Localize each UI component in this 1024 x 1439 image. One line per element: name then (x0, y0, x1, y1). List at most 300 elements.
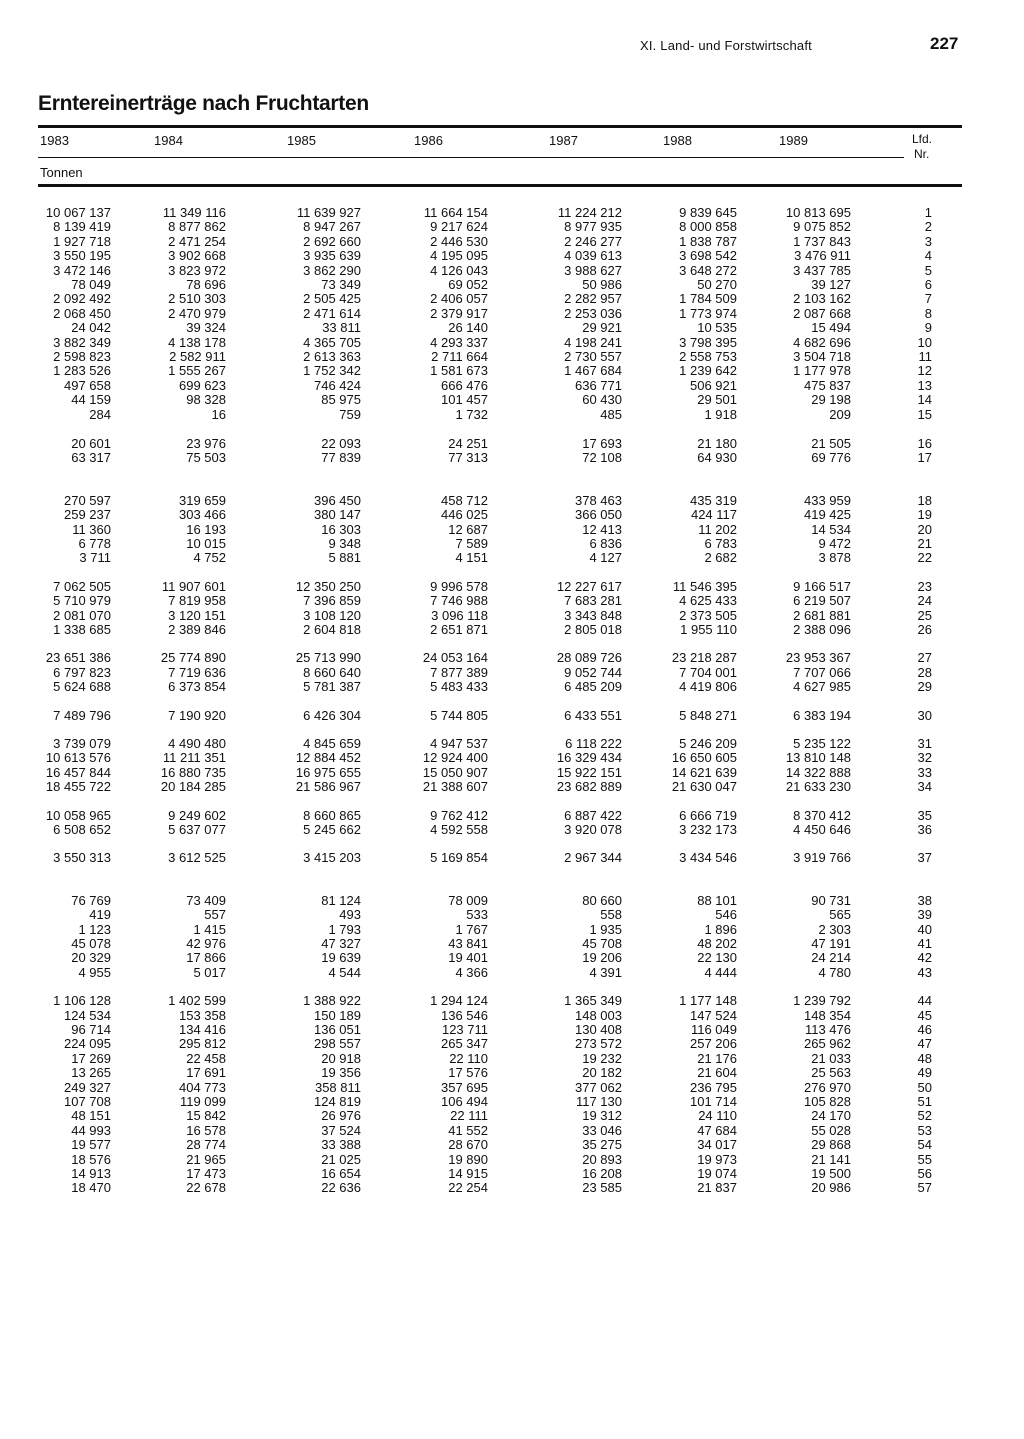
table-cell-1984-row-45: 153 358 (179, 1008, 226, 1023)
row-number: 32 (917, 750, 932, 765)
table-cell-1983-row-57: 18 470 (71, 1180, 111, 1195)
table-cell-1987-row-12: 1 467 684 (564, 363, 622, 378)
table-cell-1984-row-1: 11 349 116 (162, 205, 226, 220)
table-cell-1984-row-7: 2 510 303 (168, 291, 226, 306)
table-cell-1988-row-47: 257 206 (690, 1036, 737, 1051)
table-cell-1988-row-51: 101 714 (690, 1094, 737, 1109)
table-cell-1986-row-49: 17 576 (448, 1065, 488, 1080)
row-number: 46 (917, 1022, 932, 1037)
table-cell-1984-row-21: 10 015 (186, 536, 226, 551)
row-number: 47 (917, 1036, 932, 1051)
row-number: 39 (917, 907, 932, 922)
table-cell-1988-row-30: 5 848 271 (679, 708, 737, 723)
table-cell-1983-row-9: 24 042 (71, 320, 111, 335)
row-number: 17 (917, 450, 932, 465)
table-cell-1989-row-52: 24 170 (811, 1108, 851, 1123)
table-cell-1987-row-10: 4 198 241 (564, 335, 622, 350)
table-cell-1983-row-30: 7 489 796 (53, 708, 111, 723)
table-cell-1983-row-2: 8 139 419 (53, 219, 111, 234)
table-cell-1987-row-23: 12 227 617 (556, 579, 622, 594)
table-cell-1984-row-4: 3 902 668 (168, 248, 226, 263)
table-cell-1983-row-10: 3 882 349 (53, 335, 111, 350)
table-cell-1985-row-21: 9 348 (328, 536, 361, 551)
table-cell-1983-row-56: 14 913 (71, 1166, 111, 1181)
table-cell-1987-row-32: 16 329 434 (556, 750, 622, 765)
table-cell-1983-row-34: 18 455 722 (45, 779, 111, 794)
table-cell-1983-row-8: 2 068 450 (53, 306, 111, 321)
table-body-rule (38, 184, 962, 187)
table-cell-1983-row-11: 2 598 823 (53, 349, 111, 364)
table-cell-1985-row-29: 5 781 387 (303, 679, 361, 694)
table-cell-1984-row-53: 16 578 (186, 1123, 226, 1138)
table-cell-1985-row-46: 136 051 (314, 1022, 361, 1037)
table-cell-1987-row-7: 2 282 957 (564, 291, 622, 306)
table-cell-1986-row-56: 14 915 (448, 1166, 488, 1181)
table-cell-1987-row-56: 16 208 (582, 1166, 622, 1181)
table-cell-1983-row-20: 11 360 (72, 522, 111, 537)
table-cell-1988-row-1: 9 839 645 (679, 205, 737, 220)
row-number: 44 (917, 993, 932, 1008)
table-cell-1984-row-19: 303 466 (179, 507, 226, 522)
table-cell-1984-row-44: 1 402 599 (168, 993, 226, 1008)
table-cell-1989-row-30: 6 383 194 (793, 708, 851, 723)
table-cell-1985-row-31: 4 845 659 (303, 736, 361, 751)
table-cell-1984-row-28: 7 719 636 (168, 665, 226, 680)
table-cell-1986-row-11: 2 711 664 (431, 349, 488, 364)
table-cell-1983-row-28: 6 797 823 (53, 665, 111, 680)
row-number: 9 (924, 320, 932, 335)
table-cell-1986-row-26: 2 651 871 (430, 622, 488, 637)
row-number: 55 (917, 1152, 932, 1167)
year-header-1986: 1986 (414, 133, 443, 148)
table-cell-1983-row-35: 10 058 965 (45, 808, 111, 823)
table-cell-1984-row-16: 23 976 (186, 436, 226, 451)
table-cell-1989-row-51: 105 828 (804, 1094, 851, 1109)
year-header-1985: 1985 (287, 133, 316, 148)
table-cell-1986-row-45: 136 546 (441, 1008, 488, 1023)
table-cell-1988-row-23: 11 546 395 (672, 579, 737, 594)
table-cell-1984-row-13: 699 623 (179, 378, 226, 393)
row-number: 31 (917, 736, 932, 751)
table-cell-1984-row-43: 5 017 (193, 965, 226, 980)
row-number: 43 (917, 965, 932, 980)
table-cell-1985-row-34: 21 586 967 (295, 779, 361, 794)
table-cell-1988-row-6: 50 270 (697, 277, 737, 292)
table-cell-1986-row-46: 123 711 (441, 1022, 488, 1037)
table-cell-1988-row-7: 1 784 509 (679, 291, 737, 306)
table-cell-1989-row-3: 1 737 843 (793, 234, 851, 249)
table-cell-1986-row-41: 43 841 (448, 936, 488, 951)
table-cell-1984-row-24: 7 819 958 (168, 593, 226, 608)
table-cell-1988-row-54: 34 017 (697, 1137, 737, 1152)
table-cell-1983-row-46: 96 714 (71, 1022, 111, 1037)
row-number: 48 (917, 1051, 932, 1066)
table-cell-1984-row-33: 16 880 735 (160, 765, 226, 780)
table-cell-1985-row-6: 73 349 (321, 277, 361, 292)
table-cell-1985-row-11: 2 613 363 (303, 349, 361, 364)
table-cell-1983-row-51: 107 708 (64, 1094, 111, 1109)
table-cell-1983-row-23: 7 062 505 (53, 579, 111, 594)
table-cell-1984-row-32: 11 211 351 (162, 750, 226, 765)
table-cell-1989-row-18: 433 959 (804, 493, 851, 508)
table-cell-1983-row-18: 270 597 (64, 493, 111, 508)
table-cell-1987-row-31: 6 118 222 (565, 736, 622, 751)
table-cell-1985-row-4: 3 935 639 (303, 248, 361, 263)
year-header-1987: 1987 (549, 133, 578, 148)
table-cell-1985-row-26: 2 604 818 (303, 622, 361, 637)
row-number: 2 (924, 219, 932, 234)
table-cell-1983-row-3: 1 927 718 (53, 234, 111, 249)
table-cell-1987-row-3: 2 246 277 (564, 234, 622, 249)
table-cell-1989-row-23: 9 166 517 (793, 579, 851, 594)
table-cell-1984-row-31: 4 490 480 (168, 736, 226, 751)
table-cell-1985-row-54: 33 388 (321, 1137, 361, 1152)
table-cell-1989-row-28: 7 707 066 (793, 665, 851, 680)
table-cell-1984-row-12: 1 555 267 (168, 363, 226, 378)
table-cell-1989-row-10: 4 682 696 (793, 335, 851, 350)
table-cell-1985-row-37: 3 415 203 (303, 850, 361, 865)
table-cell-1983-row-47: 224 095 (64, 1036, 111, 1051)
table-cell-1985-row-22: 5 881 (328, 550, 361, 565)
year-header-1983: 1983 (40, 133, 69, 148)
table-cell-1984-row-23: 11 907 601 (161, 579, 226, 594)
table-cell-1987-row-40: 1 935 (589, 922, 622, 937)
table-cell-1989-row-44: 1 239 792 (793, 993, 851, 1008)
table-cell-1983-row-1: 10 067 137 (45, 205, 111, 220)
table-cell-1988-row-34: 21 630 047 (671, 779, 737, 794)
table-cell-1989-row-9: 15 494 (811, 320, 851, 335)
table-cell-1983-row-4: 3 550 195 (53, 248, 111, 263)
row-number: 8 (924, 306, 932, 321)
table-cell-1989-row-41: 47 191 (811, 936, 851, 951)
table-cell-1988-row-40: 1 896 (704, 922, 737, 937)
table-cell-1988-row-36: 3 232 173 (679, 822, 737, 837)
table-cell-1989-row-46: 113 476 (804, 1022, 851, 1037)
table-cell-1986-row-7: 2 406 057 (430, 291, 488, 306)
table-cell-1983-row-5: 3 472 146 (53, 263, 111, 278)
table-cell-1983-row-19: 259 237 (64, 507, 111, 522)
table-cell-1988-row-38: 88 101 (697, 893, 737, 908)
table-cell-1986-row-38: 78 009 (448, 893, 488, 908)
table-cell-1986-row-40: 1 767 (455, 922, 488, 937)
table-cell-1987-row-17: 72 108 (582, 450, 622, 465)
table-cell-1986-row-16: 24 251 (448, 436, 488, 451)
table-cell-1987-row-41: 45 708 (582, 936, 622, 951)
table-cell-1987-row-25: 3 343 848 (564, 608, 622, 623)
table-cell-1984-row-10: 4 138 178 (168, 335, 226, 350)
table-cell-1988-row-15: 1 918 (704, 407, 737, 422)
table-cell-1988-row-26: 1 955 110 (680, 622, 737, 637)
table-cell-1986-row-19: 446 025 (441, 507, 488, 522)
table-cell-1984-row-9: 39 324 (186, 320, 226, 335)
lfd-nr-header (912, 132, 932, 162)
table-cell-1984-row-39: 557 (204, 907, 226, 922)
table-cell-1988-row-5: 3 648 272 (679, 263, 737, 278)
table-cell-1987-row-20: 12 413 (582, 522, 622, 537)
table-cell-1986-row-18: 458 712 (441, 493, 488, 508)
table-cell-1986-row-34: 21 388 607 (422, 779, 488, 794)
table-cell-1986-row-10: 4 293 337 (430, 335, 488, 350)
table-cell-1989-row-56: 19 500 (811, 1166, 851, 1181)
table-cell-1986-row-44: 1 294 124 (430, 993, 488, 1008)
table-cell-1984-row-14: 98 328 (186, 392, 226, 407)
table-cell-1987-row-22: 4 127 (589, 550, 622, 565)
row-number: 12 (917, 363, 932, 378)
table-cell-1983-row-43: 4 955 (78, 965, 111, 980)
table-cell-1985-row-14: 85 975 (321, 392, 361, 407)
table-cell-1989-row-21: 9 472 (818, 536, 851, 551)
table-cell-1989-row-49: 25 563 (811, 1065, 851, 1080)
row-number: 5 (924, 263, 932, 278)
table-cell-1986-row-51: 106 494 (441, 1094, 488, 1109)
row-number: 14 (917, 392, 932, 407)
table-cell-1986-row-36: 4 592 558 (430, 822, 488, 837)
table-cell-1984-row-57: 22 678 (186, 1180, 226, 1195)
table-cell-1989-row-26: 2 388 096 (793, 622, 851, 637)
table-cell-1986-row-9: 26 140 (448, 320, 488, 335)
table-cell-1984-row-56: 17 473 (186, 1166, 226, 1181)
table-cell-1989-row-15: 209 (829, 407, 851, 422)
table-cell-1984-row-22: 4 752 (193, 550, 226, 565)
row-number: 28 (917, 665, 932, 680)
row-number: 24 (917, 593, 932, 608)
row-number: 53 (917, 1123, 932, 1138)
table-cell-1983-row-36: 6 508 652 (53, 822, 111, 837)
table-cell-1988-row-24: 4 625 433 (679, 593, 737, 608)
table-cell-1983-row-45: 124 534 (64, 1008, 111, 1023)
table-cell-1987-row-29: 6 485 209 (564, 679, 622, 694)
table-cell-1988-row-49: 21 604 (697, 1065, 737, 1080)
table-cell-1986-row-42: 19 401 (448, 950, 488, 965)
table-cell-1985-row-18: 396 450 (314, 493, 361, 508)
table-cell-1985-row-39: 493 (339, 907, 361, 922)
table-cell-1985-row-41: 47 327 (321, 936, 361, 951)
table-cell-1987-row-1: 11 224 212 (557, 205, 622, 220)
table-cell-1986-row-52: 22 111 (450, 1108, 488, 1123)
table-cell-1988-row-39: 546 (715, 907, 737, 922)
table-cell-1987-row-47: 273 572 (575, 1036, 622, 1051)
table-cell-1983-row-33: 16 457 844 (45, 765, 111, 780)
table-cell-1987-row-16: 17 693 (582, 436, 622, 451)
running-head: XI. Land- und Forstwirtschaft (640, 38, 812, 53)
table-cell-1987-row-36: 3 920 078 (564, 822, 622, 837)
row-number: 21 (917, 536, 932, 551)
row-number: 11 (918, 349, 932, 364)
table-cell-1986-row-8: 2 379 917 (430, 306, 488, 321)
row-number: 25 (917, 608, 932, 623)
table-cell-1986-row-1: 11 664 154 (423, 205, 488, 220)
table-cell-1988-row-31: 5 246 209 (679, 736, 737, 751)
table-cell-1989-row-35: 8 370 412 (793, 808, 851, 823)
table-cell-1988-row-42: 22 130 (697, 950, 737, 965)
table-cell-1985-row-20: 16 303 (321, 522, 361, 537)
table-cell-1984-row-30: 7 190 920 (168, 708, 226, 723)
table-cell-1988-row-57: 21 837 (697, 1180, 737, 1195)
table-cell-1988-row-20: 11 202 (698, 522, 737, 537)
table-cell-1986-row-13: 666 476 (441, 378, 488, 393)
table-cell-1988-row-8: 1 773 974 (679, 306, 737, 321)
table-cell-1987-row-9: 29 921 (582, 320, 622, 335)
table-cell-1989-row-27: 23 953 367 (785, 650, 851, 665)
table-cell-1989-row-47: 265 962 (804, 1036, 851, 1051)
table-cell-1988-row-16: 21 180 (697, 436, 737, 451)
table-cell-1987-row-14: 60 430 (582, 392, 622, 407)
table-cell-1986-row-5: 4 126 043 (430, 263, 488, 278)
table-cell-1988-row-4: 3 698 542 (679, 248, 737, 263)
table-cell-1983-row-13: 497 658 (64, 378, 111, 393)
table-cell-1986-row-22: 4 151 (455, 550, 488, 565)
table-cell-1985-row-17: 77 839 (321, 450, 361, 465)
table-cell-1986-row-33: 15 050 907 (422, 765, 488, 780)
row-number: 27 (917, 650, 932, 665)
table-cell-1988-row-27: 23 218 287 (671, 650, 737, 665)
table-cell-1985-row-33: 16 975 655 (295, 765, 361, 780)
table-cell-1989-row-5: 3 437 785 (793, 263, 851, 278)
table-cell-1985-row-32: 12 884 452 (295, 750, 361, 765)
table-cell-1989-row-50: 276 970 (804, 1080, 851, 1095)
row-number: 15 (917, 407, 932, 422)
table-cell-1988-row-25: 2 373 505 (679, 608, 737, 623)
table-cell-1986-row-43: 4 366 (455, 965, 488, 980)
table-cell-1989-row-19: 419 425 (804, 507, 851, 522)
table-cell-1985-row-9: 33 811 (322, 320, 361, 335)
table-cell-1985-row-53: 37 524 (321, 1123, 361, 1138)
table-cell-1984-row-52: 15 842 (186, 1108, 226, 1123)
table-cell-1988-row-18: 435 319 (690, 493, 737, 508)
table-cell-1987-row-18: 378 463 (575, 493, 622, 508)
table-cell-1988-row-9: 10 535 (697, 320, 737, 335)
row-number: 7 (924, 291, 932, 306)
table-cell-1985-row-16: 22 093 (321, 436, 361, 451)
table-cell-1983-row-40: 1 123 (78, 922, 111, 937)
table-cell-1986-row-23: 9 996 578 (430, 579, 488, 594)
row-number: 4 (924, 248, 932, 263)
table-cell-1986-row-32: 12 924 400 (422, 750, 488, 765)
table-cell-1985-row-45: 150 189 (314, 1008, 361, 1023)
table-cell-1987-row-24: 7 683 281 (564, 593, 622, 608)
row-number: 16 (917, 436, 932, 451)
table-cell-1987-row-26: 2 805 018 (564, 622, 622, 637)
table-cell-1989-row-43: 4 780 (818, 965, 851, 980)
table-cell-1989-row-45: 148 354 (804, 1008, 851, 1023)
row-number: 20 (917, 522, 932, 537)
table-cell-1984-row-54: 28 774 (186, 1137, 226, 1152)
table-cell-1985-row-57: 22 636 (321, 1180, 361, 1195)
table-cell-1983-row-16: 20 601 (71, 436, 111, 451)
table-cell-1985-row-10: 4 365 705 (303, 335, 361, 350)
table-cell-1988-row-43: 4 444 (704, 965, 737, 980)
table-cell-1989-row-25: 2 681 881 (793, 608, 851, 623)
table-cell-1985-row-50: 358 811 (314, 1080, 361, 1095)
table-cell-1983-row-39: 419 (89, 907, 111, 922)
table-cell-1987-row-27: 28 089 726 (556, 650, 622, 665)
table-cell-1987-row-15: 485 (600, 407, 622, 422)
table-cell-1986-row-29: 5 483 433 (430, 679, 488, 694)
row-number: 33 (917, 765, 932, 780)
table-cell-1983-row-31: 3 739 079 (53, 736, 111, 751)
table-cell-1983-row-22: 3 711 (79, 550, 111, 565)
year-header-1988: 1988 (663, 133, 692, 148)
row-number: 6 (924, 277, 932, 292)
row-number: 30 (917, 708, 932, 723)
table-title: Erntereinerträge nach Fruchtarten (38, 92, 369, 115)
row-number: 18 (917, 493, 932, 508)
table-cell-1986-row-48: 22 110 (449, 1051, 488, 1066)
table-cell-1984-row-2: 8 877 862 (168, 219, 226, 234)
table-cell-1985-row-56: 16 654 (321, 1166, 361, 1181)
table-cell-1988-row-11: 2 558 753 (679, 349, 737, 364)
table-cell-1985-row-23: 12 350 250 (295, 579, 361, 594)
table-cell-1987-row-50: 377 062 (575, 1080, 622, 1095)
table-cell-1983-row-38: 76 769 (71, 893, 111, 908)
row-number: 52 (917, 1108, 932, 1123)
table-cell-1984-row-46: 134 416 (179, 1022, 226, 1037)
table-cell-1988-row-46: 116 049 (690, 1022, 737, 1037)
row-number: 13 (917, 378, 932, 393)
table-cell-1989-row-22: 3 878 (818, 550, 851, 565)
table-cell-1987-row-52: 19 312 (582, 1108, 622, 1123)
table-cell-1984-row-17: 75 503 (186, 450, 226, 465)
table-cell-1987-row-8: 2 253 036 (564, 306, 622, 321)
row-number: 36 (917, 822, 932, 837)
table-cell-1989-row-40: 2 303 (818, 922, 851, 937)
table-cell-1986-row-37: 5 169 854 (430, 850, 488, 865)
table-cell-1986-row-50: 357 695 (441, 1080, 488, 1095)
table-cell-1987-row-51: 117 130 (575, 1094, 622, 1109)
table-cell-1987-row-38: 80 660 (582, 893, 622, 908)
row-number: 23 (917, 579, 932, 594)
table-cell-1987-row-4: 4 039 613 (564, 248, 622, 263)
table-cell-1986-row-39: 533 (466, 907, 488, 922)
table-cell-1986-row-4: 4 195 095 (430, 248, 488, 263)
table-cell-1983-row-50: 249 327 (64, 1080, 111, 1095)
year-header-1984: 1984 (154, 133, 183, 148)
table-cell-1988-row-2: 8 000 858 (679, 219, 737, 234)
lfd-label: Lfd. (912, 132, 933, 146)
table-cell-1988-row-44: 1 177 148 (679, 993, 737, 1008)
row-number: 56 (917, 1166, 932, 1181)
table-cell-1984-row-27: 25 774 890 (160, 650, 226, 665)
table-cell-1985-row-2: 8 947 267 (303, 219, 361, 234)
table-cell-1984-row-5: 3 823 972 (168, 263, 226, 278)
row-number: 34 (917, 779, 932, 794)
table-cell-1983-row-17: 63 317 (71, 450, 111, 465)
table-cell-1984-row-8: 2 470 979 (168, 306, 226, 321)
table-cell-1989-row-17: 69 776 (811, 450, 851, 465)
table-cell-1987-row-49: 20 182 (582, 1065, 622, 1080)
table-cell-1989-row-29: 4 627 985 (793, 679, 851, 694)
table-cell-1983-row-6: 78 049 (71, 277, 111, 292)
table-cell-1987-row-45: 148 003 (575, 1008, 622, 1023)
table-cell-1987-row-5: 3 988 627 (564, 263, 622, 278)
table-cell-1988-row-13: 506 921 (690, 378, 737, 393)
table-cell-1987-row-34: 23 682 889 (556, 779, 622, 794)
table-top-rule (38, 125, 962, 128)
table-cell-1986-row-6: 69 052 (448, 277, 488, 292)
table-cell-1983-row-29: 5 624 688 (53, 679, 111, 694)
table-cell-1983-row-49: 13 265 (71, 1065, 111, 1080)
table-cell-1984-row-40: 1 415 (193, 922, 226, 937)
table-cell-1985-row-7: 2 505 425 (303, 291, 361, 306)
table-cell-1985-row-28: 8 660 640 (303, 665, 361, 680)
table-cell-1984-row-50: 404 773 (179, 1080, 226, 1095)
table-cell-1985-row-30: 6 426 304 (303, 708, 361, 723)
table-cell-1984-row-3: 2 471 254 (168, 234, 226, 249)
table-cell-1988-row-52: 24 110 (698, 1108, 737, 1123)
table-cell-1988-row-21: 6 783 (704, 536, 737, 551)
table-cell-1983-row-32: 10 613 576 (45, 750, 111, 765)
row-number: 10 (917, 335, 932, 350)
